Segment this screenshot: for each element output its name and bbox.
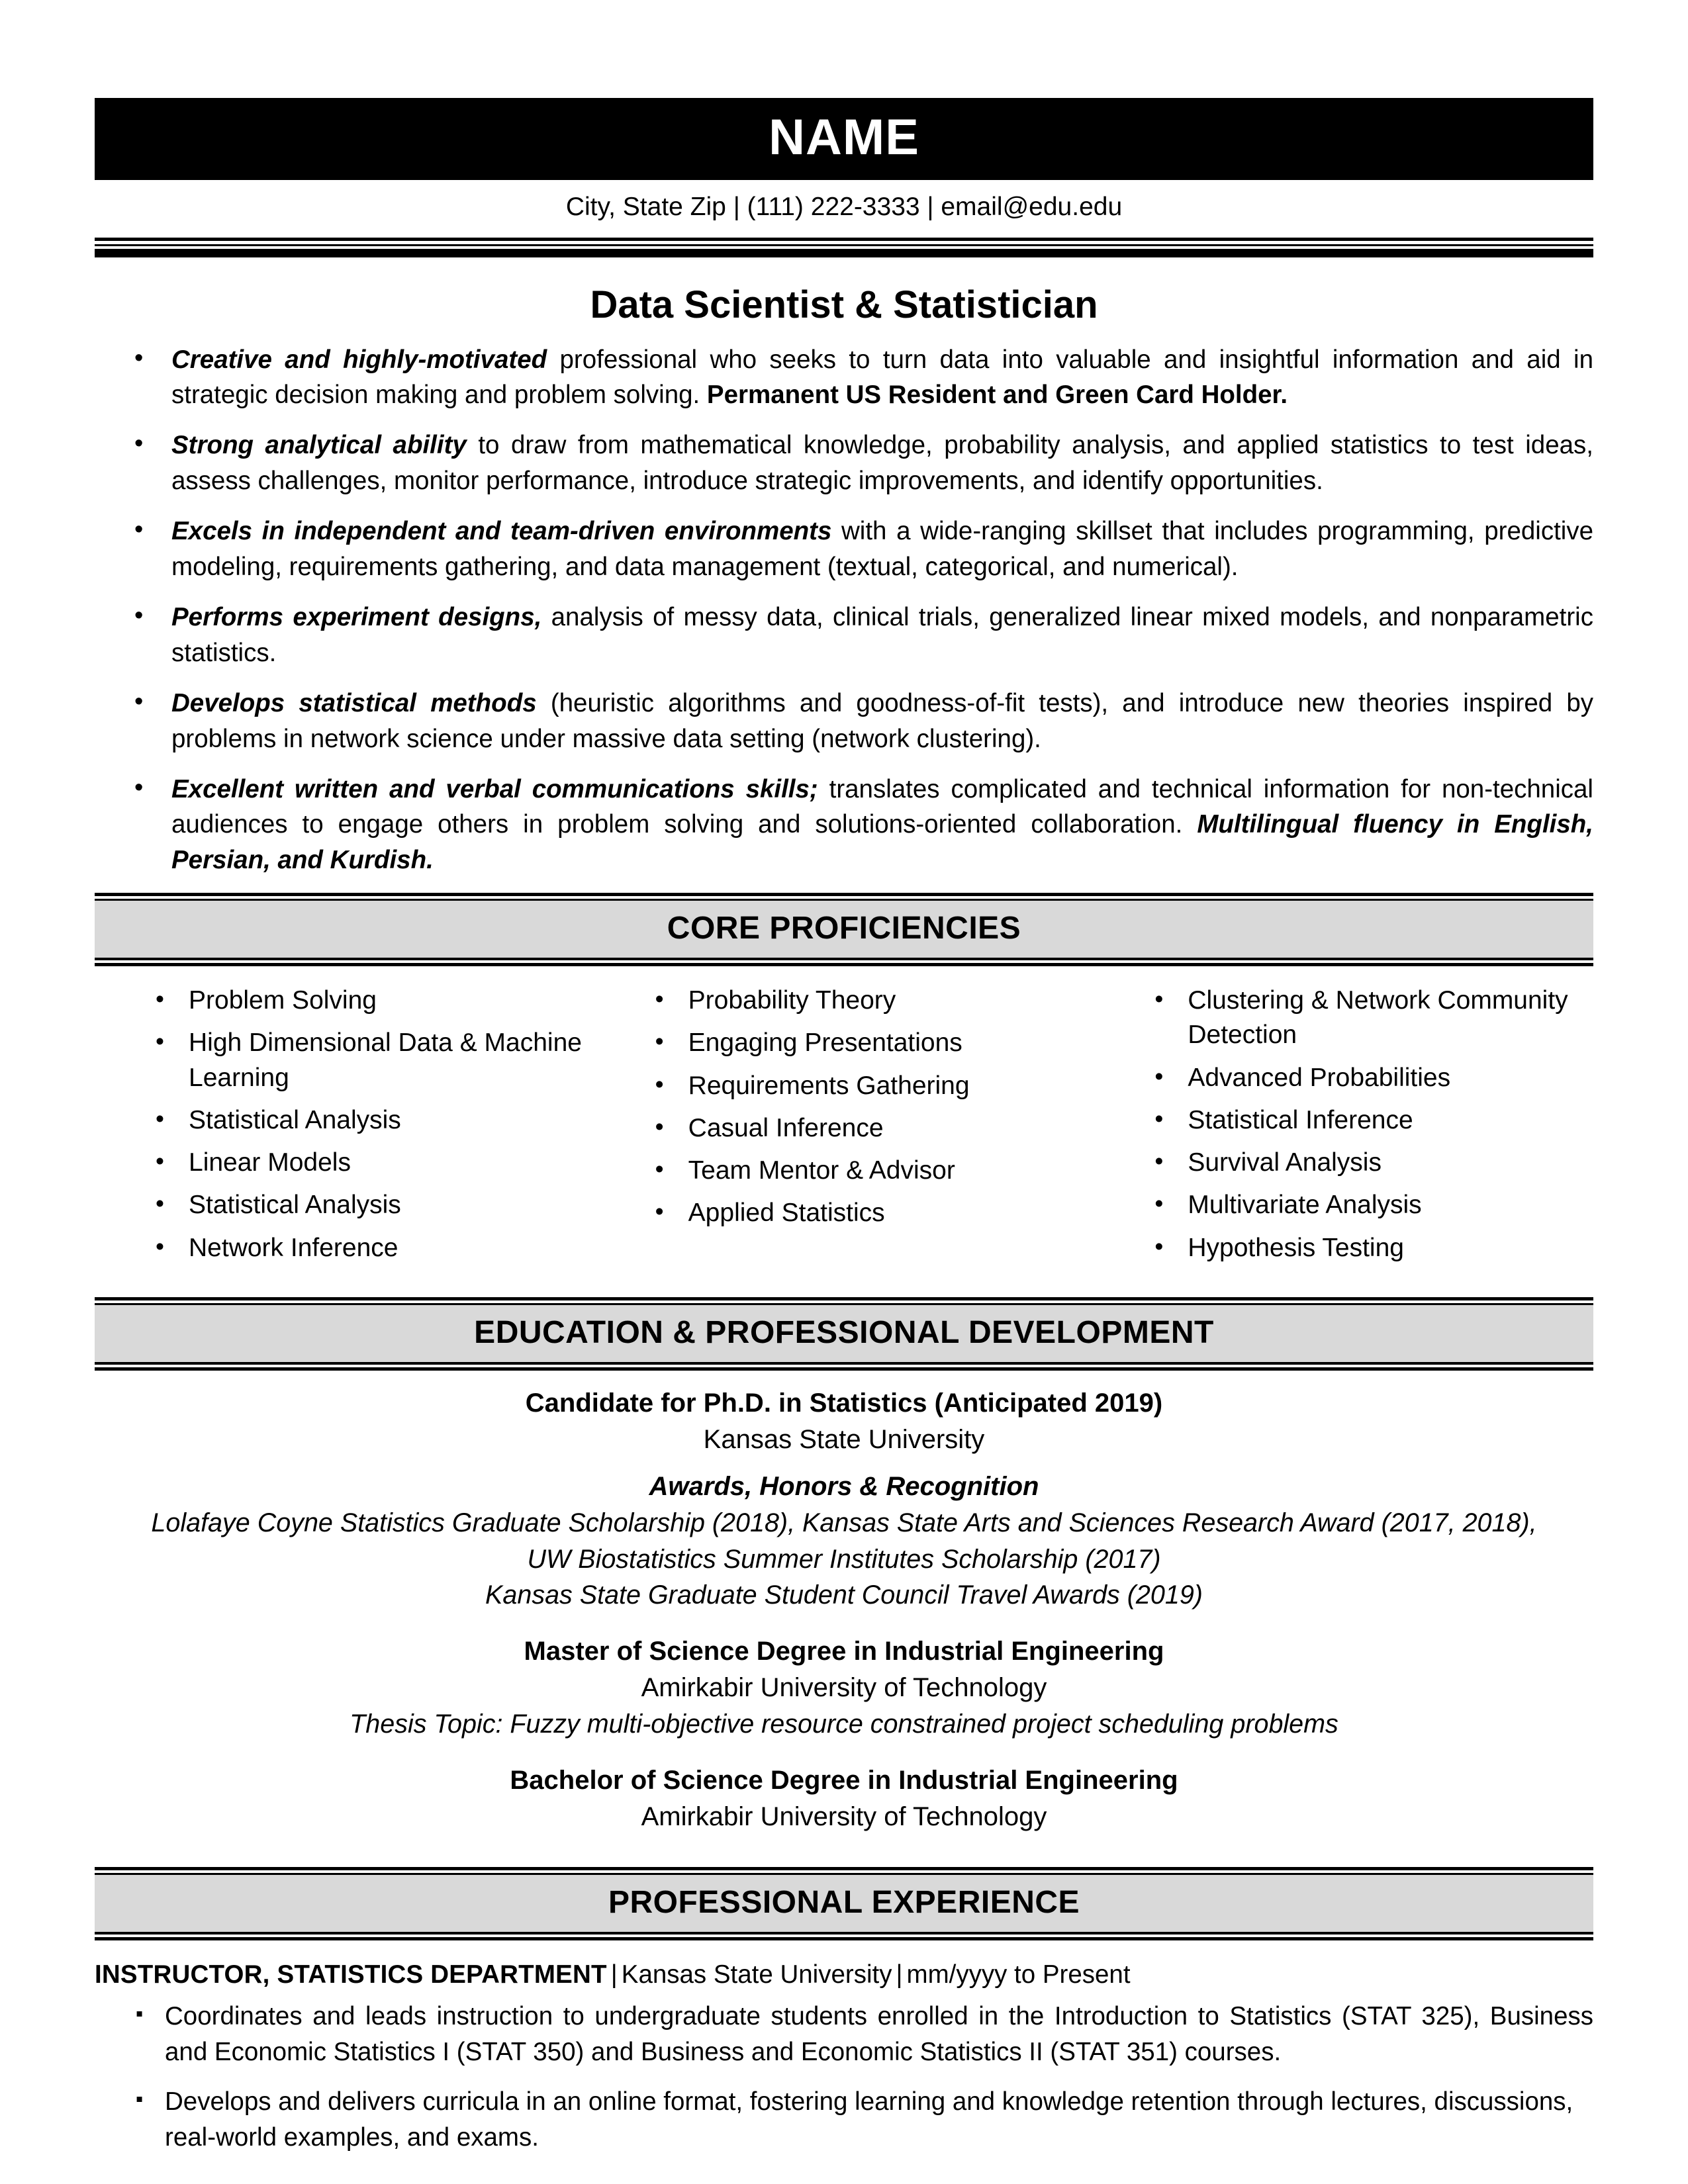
summary-bullet-body: professional who seeks to turn data into valuable and insightful information and aid in strategic decision making and problem solving.: [171, 345, 1594, 410]
education-entries: [95, 1371, 1593, 1860]
list-item: • Statistical Analysis: [115, 1103, 594, 1138]
list-item: • Advanced Probabilities: [1113, 1061, 1593, 1095]
spacer: [95, 1743, 1593, 1762]
core-proficiencies-columns: [95, 966, 1593, 1291]
list-item: • Statistical Inference: [1113, 1103, 1593, 1138]
proficiency-column-2: [594, 983, 1094, 1273]
list-item: • Network Inference: [115, 1231, 594, 1265]
experience-bullet: ▪ Coordinates and leads instruction to undergraduate students enrolled in the Introduction to Statistics (STAT 325), Business and Economic Statistics I (STAT 350) and Business and Economic Statistics II (STAT 351) courses.: [95, 1999, 1593, 2070]
section-header-education: [95, 1297, 1593, 1371]
proficiency-list: [614, 983, 1094, 1231]
summary-bullet: [95, 600, 1593, 671]
candidate-name-bar: [95, 98, 1593, 180]
list-item: • Requirements Gathering: [614, 1069, 1094, 1103]
band-rule-bottom: [95, 1932, 1593, 1940]
header-divider-thin: [95, 238, 1593, 246]
summary-bullet-body: (heuristic algorithms and goodness-of-fit tests), and introduce new theories inspired by problems in network science under massive data setting (network clustering).: [171, 688, 1593, 753]
experience-employer: Kansas State University: [621, 1960, 892, 1989]
list-item: • Statistical Analysis: [115, 1188, 594, 1222]
summary-bullet: [95, 686, 1593, 757]
band-rule-top: [95, 1867, 1593, 1875]
summary-bullet-tail: Multilingual fluency in English, Persian, and Kurdish.: [171, 810, 1593, 875]
summary-bullet-lead: Strong analytical ability: [171, 431, 467, 460]
section-header-core-proficiencies: [95, 893, 1593, 966]
proficiency-list: [1113, 983, 1593, 1265]
list-item: • Clustering & Network Community Detection: [1113, 983, 1593, 1053]
experience-role: INSTRUCTOR, STATISTICS DEPARTMENT: [95, 1960, 607, 1989]
summary-bullet: [95, 342, 1593, 414]
summary-bullet-tail: Permanent US Resident and Green Card Holder.: [706, 381, 1288, 410]
education-degree: Candidate for Ph.D. in Statistics (Anticipated 2019): [525, 1388, 1163, 1418]
education-degree: Bachelor of Science Degree in Industrial Engineering: [510, 1765, 1178, 1795]
candidate-name: NAME: [769, 109, 919, 165]
awards-text: Lolafaye Coyne Statistics Graduate Scholarship (2018), Kansas State Arts and Sciences Research Award (2017, 2018), UW Biostatistics Summer Institutes Scholarship (2017): [151, 1508, 1537, 1574]
page-title: Data Scientist & Statistician: [590, 283, 1098, 326]
spacer: [95, 1614, 1593, 1633]
section-title: PROFESSIONAL EXPERIENCE: [95, 1875, 1593, 1932]
spacer: [95, 1835, 1593, 1855]
experience-entry-header: [95, 1940, 1593, 1999]
experience-bullet-list: [95, 1999, 1593, 2156]
experience-bullet: ▪ Develops and delivers curricula in an online format, fostering learning and knowledge retention through lectures, discussions, real-world examples, and exams.: [95, 2084, 1593, 2156]
experience-separator: |: [896, 1960, 903, 1989]
list-item: • Problem Solving: [115, 983, 594, 1018]
section-header-experience: [95, 1867, 1593, 1940]
summary-bullet-lead: Creative and highly-motivated: [171, 345, 547, 374]
awards-text: Kansas State Graduate Student Council Travel Awards (2019): [485, 1580, 1203, 1610]
band-rule-bottom: [95, 958, 1593, 966]
list-item: • Linear Models: [115, 1146, 594, 1180]
summary-bullet-body: translates complicated and technical information for non-technical audiences to engage others in problem solving and solutions-oriented collaboration.: [171, 774, 1593, 839]
summary-bullet-body: analysis of messy data, clinical trials, generalized linear mixed models, and nonparametric statistics.: [171, 602, 1593, 667]
proficiency-column-1: [95, 983, 594, 1273]
summary-bullet-lead: Develops statistical methods: [171, 688, 537, 717]
summary-bullet-lead: Excellent written and verbal communications skills;: [171, 774, 818, 803]
experience-dates: mm/yyyy to Present: [906, 1960, 1131, 1989]
summary-bullet-lead: Performs experiment designs,: [171, 602, 542, 631]
band-rule-bottom: [95, 1362, 1593, 1371]
education-school: Amirkabir University of Technology: [641, 1801, 1047, 1831]
education-school: Amirkabir University of Technology: [641, 1672, 1047, 1702]
summary-bullet: [95, 514, 1593, 585]
proficiency-column-3: [1094, 983, 1593, 1273]
summary-bullet-lead: Excels in independent and team-driven environments: [171, 517, 832, 546]
summary-bullet-body: to draw from mathematical knowledge, probability analysis, and applied statistics to test ideas, assess challenges, monitor performance, introduce strategic improvements, and identify opportunities.: [171, 431, 1593, 496]
summary-bullet-list: [95, 342, 1593, 879]
education-school: Kansas State University: [703, 1424, 985, 1454]
list-item: • Engaging Presentations: [614, 1026, 1094, 1060]
contact-line: City, State Zip | (111) 222-3333 | email@edu.edu: [565, 193, 1123, 221]
awards-heading: Awards, Honors & Recognition: [649, 1471, 1039, 1501]
experience-separator: |: [610, 1960, 618, 1989]
section-title: EDUCATION & PROFESSIONAL DEVELOPMENT: [95, 1305, 1593, 1362]
list-item: • Casual Inference: [614, 1111, 1094, 1146]
education-degree: Master of Science Degree in Industrial Engineering: [524, 1636, 1164, 1666]
summary-bullet: [95, 428, 1593, 499]
list-item: • Probability Theory: [614, 983, 1094, 1018]
proficiency-list: [115, 983, 594, 1265]
header-divider-heavy: [95, 249, 1593, 257]
list-item: • Team Mentor & Advisor: [614, 1154, 1094, 1188]
summary-bullet-body: with a wide-ranging skillset that includes programming, predictive modeling, requirements gathering, and data management (textual, categorical, and numerical).: [171, 517, 1593, 582]
band-rule-top: [95, 893, 1593, 901]
list-item: • Hypothesis Testing: [1113, 1231, 1593, 1265]
list-item: • Multivariate Analysis: [1113, 1188, 1593, 1222]
summary-bullet: [95, 772, 1593, 879]
list-item: • Applied Statistics: [614, 1196, 1094, 1230]
education-thesis: Thesis Topic: Fuzzy multi-objective resource constrained project scheduling problems: [350, 1709, 1338, 1739]
section-title: CORE PROFICIENCIES: [95, 901, 1593, 958]
list-item: • High Dimensional Data & Machine Learning: [115, 1026, 594, 1095]
band-rule-top: [95, 1297, 1593, 1305]
list-item: • Survival Analysis: [1113, 1146, 1593, 1180]
